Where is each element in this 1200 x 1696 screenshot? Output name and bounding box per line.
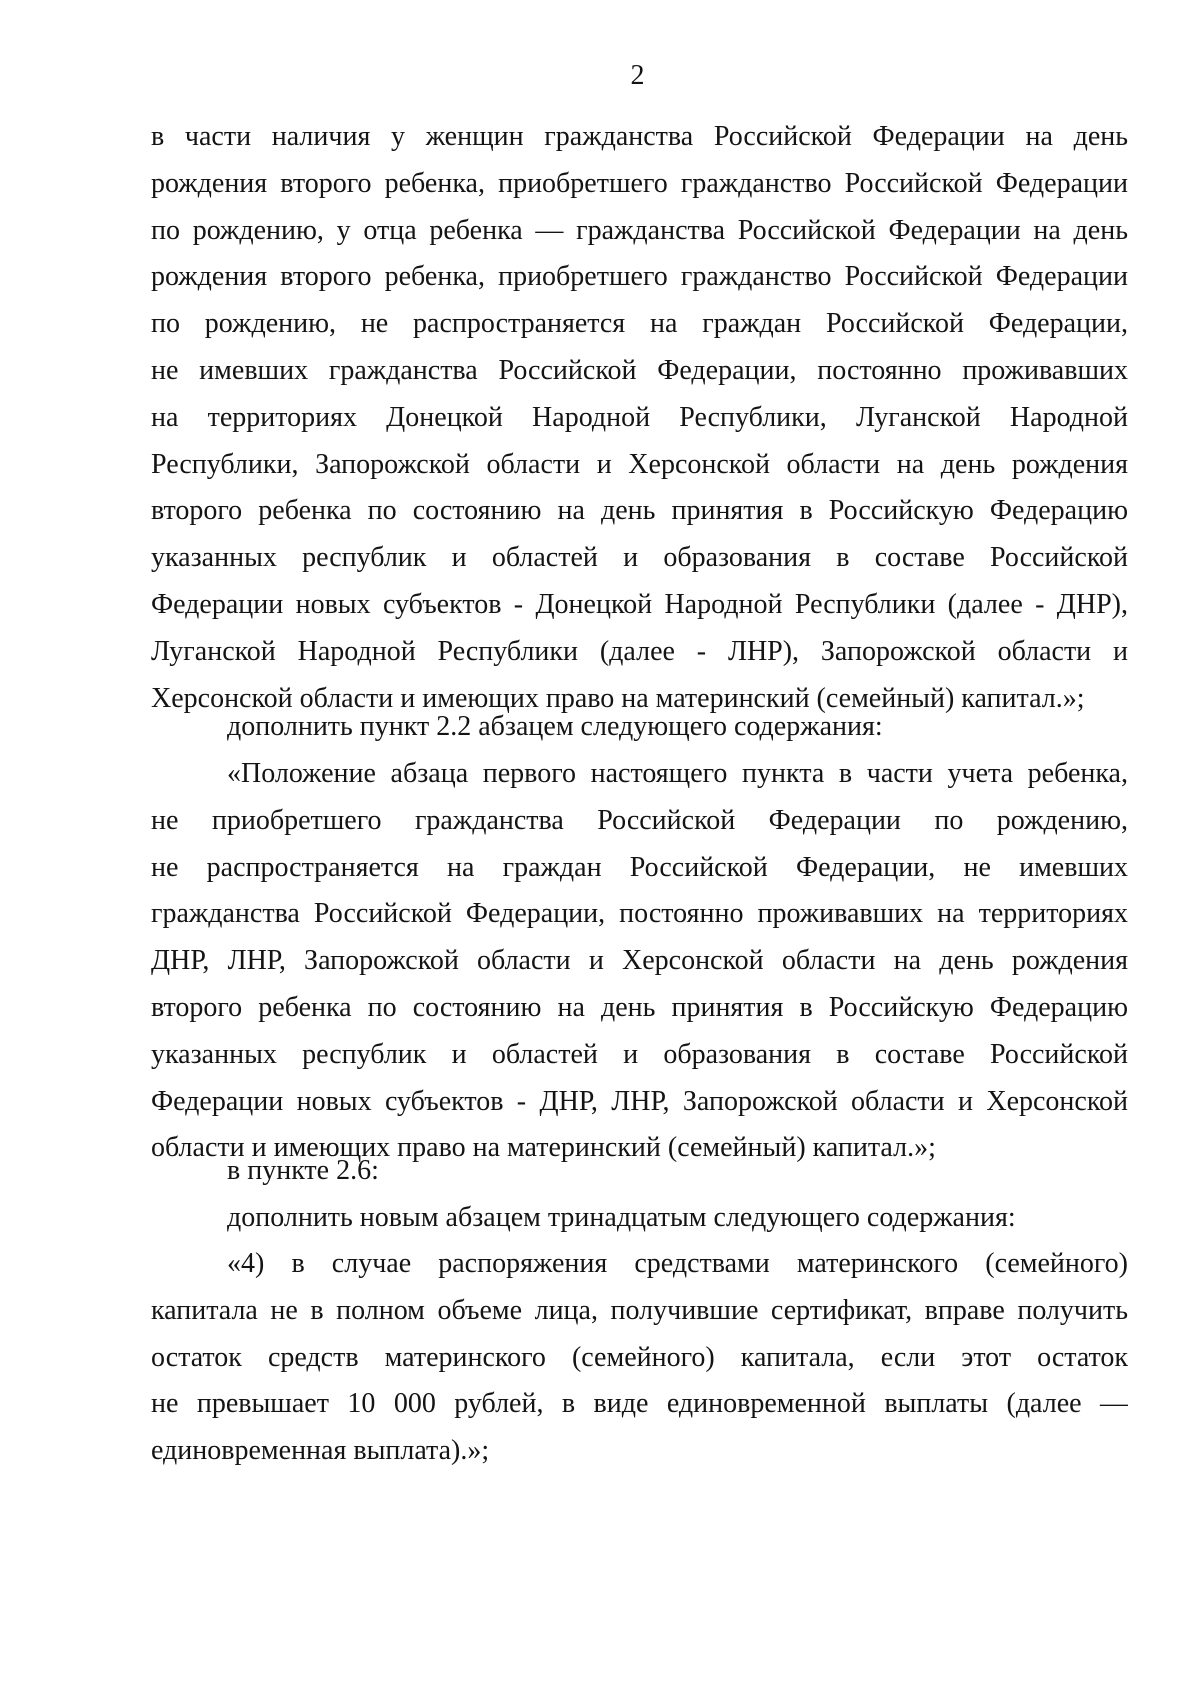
text-line: ДНР, ЛНР, Запорожской области и Херсонской области на день рождения (151, 945, 1128, 977)
paragraph-amend-2-2 (151, 704, 1128, 751)
text-line: «Положение абзаца первого настоящего пункта в части учета ребенка, (227, 758, 1128, 789)
text-line: области и имеющих право на материнский (семейный) капитал.»; (151, 1132, 936, 1164)
paragraph-lump-sum-clause (151, 1241, 1128, 1475)
paragraph-amend-2-6 (151, 1148, 1128, 1242)
text-line: единовременная выплата).»; (151, 1435, 490, 1467)
text-line: не превышает 10 000 рублей, в виде единовременной выплаты (далее — (151, 1388, 1128, 1420)
text-line: на территориях Донецкой Народной Республики, Луганской Народной (151, 401, 1128, 433)
text-line: второго ребенка по состоянию на день принятия в Российскую Федерацию (151, 991, 1128, 1023)
text-line: рождения второго ребенка, приобретшего гражданство Российской Федерации (151, 261, 1128, 293)
text-line: в пункте 2.6: (227, 1155, 379, 1186)
text-line: рождения второго ребенка, приобретшего гражданство Российской Федерации (151, 167, 1128, 199)
text-line: указанных республик и областей и образования в составе Российской (151, 1038, 1128, 1070)
paragraph-child-registration-clause (151, 751, 1128, 1172)
text-line: Херсонской области и имеющих право на материнский (семейный) капитал.»; (151, 682, 1085, 714)
text-line: Федерации новых субъектов - Донецкой Народной Республики (далее - ДНР), (151, 588, 1128, 620)
text-line: дополнить пункт 2.2 абзацем следующего содержания: (227, 711, 883, 742)
text-line: Республики, Запорожской области и Херсонской области на день рождения (151, 448, 1128, 480)
text-line: по рождению, не распространяется на граждан Российской Федерации, (151, 308, 1128, 340)
paragraph-citizenship-clause (151, 114, 1128, 722)
text-line: остаток средств материнского (семейного) капитала, если этот остаток (151, 1341, 1128, 1373)
text-line: не имевших гражданства Российской Федерации, постоянно проживавших (151, 354, 1128, 386)
text-line: не распространяется на граждан Российской Федерации, не имевших (151, 851, 1128, 883)
text-line: в части наличия у женщин гражданства Российской Федерации на день (151, 121, 1128, 152)
text-line: дополнить новым абзацем тринадцатым следующего содержания: (227, 1201, 1016, 1233)
text-line: не приобретшего гражданства Российской Федерации по рождению, (151, 804, 1128, 836)
page-number: 2 (630, 60, 645, 91)
text-line: Федерации новых субъектов - ДНР, ЛНР, Запорожской области и Херсонской (151, 1085, 1128, 1117)
text-line: по рождению, у отца ребенка — гражданства Российской Федерации на день (151, 214, 1128, 246)
text-line: капитала не в полном объеме лица, получившие сертификат, вправе получить (151, 1294, 1128, 1326)
text-line: указанных республик и областей и образования в составе Российской (151, 542, 1128, 574)
text-line: гражданства Российской Федерации, постоянно проживавших на территориях (151, 898, 1128, 930)
text-line: Луганской Народной Республики (далее - ЛНР), Запорожской области и (151, 635, 1128, 667)
text-line: «4) в случае распоряжения средствами материнского (семейного) (227, 1248, 1128, 1279)
text-line: второго ребенка по состоянию на день принятия в Российскую Федерацию (151, 495, 1128, 527)
